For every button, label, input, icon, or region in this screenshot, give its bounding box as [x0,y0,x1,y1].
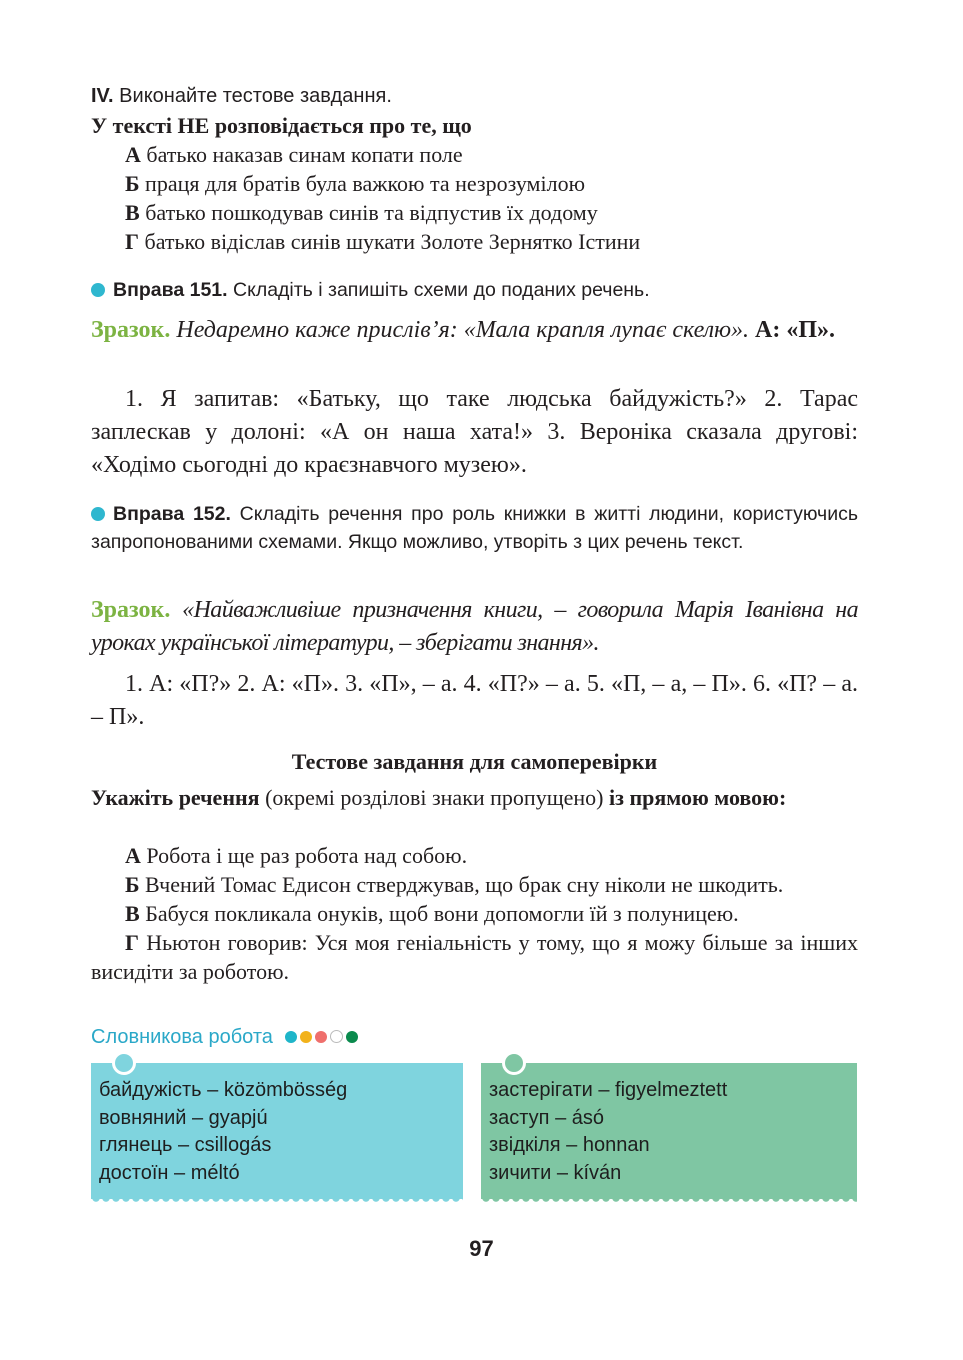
vocab-heading [91,1024,858,1050]
task4-instruction-text: Виконайте тестове завдання. [113,85,392,107]
dot-teal-icon [285,1031,297,1043]
selftest-option-c: В Бабуся покликала онуків, щоб вони допомогли їй з полуницею. [125,901,739,926]
selftest-question [91,783,858,812]
task4-question: У тексті НЕ розповідається про те, що [91,113,472,138]
vocab-item: зичити – kíván [489,1161,622,1184]
dot-green-icon [346,1031,358,1043]
task4-instruction [91,82,858,110]
ring-icon [502,1051,526,1075]
selftest-title: Тестове завдання для самоперевірки [291,749,658,774]
ex151-sample-text: Недаремно каже прислів’я: «Мала крапля лупає скелю». [170,317,750,343]
scallop-edge [91,1198,463,1204]
task4-option-c: В батько пошкодував синів та відпустив їх додому [125,200,598,225]
selftest-option-b: Б Вчений Томас Едисон стверджував, що брак сну ніколи не шкодить. [125,872,784,897]
vocab-item: глянець – csillogás [99,1134,272,1156]
selftest-q-normal: (окремі розділові знаки пропущено) [259,785,610,810]
vocab-card-right [481,1063,857,1199]
ex152-text: Складіть речення про роль книжки в житті людини, користуючись запропонованими схемами. Якщо можливо, утворіть з цих речень текст. [91,503,858,553]
ex151-sample-scheme: А: «П». [749,317,836,343]
selftest-q-bold2: із прямою мовою: [609,785,787,810]
vocab-card-left [91,1063,463,1199]
vocab-item: звідкіля – honnan [489,1134,650,1156]
selftest-options [91,841,858,986]
vocab-item: достоїн – méltó [99,1161,240,1184]
ex152-sample [91,594,858,660]
bullet-dot-icon [91,507,105,521]
dot-yellow-icon [300,1031,312,1043]
scallop-edge [481,1198,857,1204]
ring-icon [112,1051,136,1075]
page-number: 97 [469,1236,494,1261]
selftest-option-a: А Робота і ще раз робота над собою. [125,843,468,868]
ex152-heading [91,500,858,556]
ex152-label: Вправа 152. [113,503,231,525]
sample-label: Зразок. [91,597,171,623]
task4-num: IV. [91,85,114,107]
vocab-title: Словникова робота [91,1026,273,1048]
dot-red-icon [315,1031,327,1043]
bullet-dot-icon [91,283,105,297]
vocab-item: застерігати – figyelmeztett [489,1079,728,1101]
vocab-item: байдужість – közömbösség [99,1079,348,1101]
ex151-label: Вправа 151. [113,279,228,301]
ex152-body: 1. А: «П?» 2. А: «П». 3. «П», – а. 4. «П?» – а. 5. «П, – а, – П». 6. «П? – а. – П». [91,671,858,730]
selftest-option-d: Г Ньютон говорив: Уся моя геніальність у тому, що я можу більше за інших висидіти за роботою. [91,930,858,984]
dot-white-icon [330,1030,343,1043]
ex151-text: Складіть і запишіть схеми до поданих речень. [227,279,650,301]
task4-options [91,140,892,256]
ex151-heading [91,276,858,304]
task4-option-b: Б праця для братів була важкою та незрозумілою [125,171,586,196]
vocab-item: заступ – ásó [489,1106,604,1129]
task4-option-a: А батько наказав синам копати поле [125,142,463,167]
ex151-body: 1. Я запитав: «Батьку, що таке людська байдужість?» 2. Тарас заплескав у долоні: «А он наша хата!» 3. Вероніка сказала другові: «Ходімо сьогодні до краєзнавчого музею». [91,386,858,478]
vocab-item: вовняний – gyapjú [99,1106,268,1129]
task4-option-d: Г батько відіслав синів шукати Золоте Зернятко Істини [125,229,641,254]
sample-label: Зразок. [91,317,171,343]
ex152-sample-text: «Найважливіше призначення книги, – говорила Марія Іванівна на уроках української літератури, – зберігати знання». [91,597,858,656]
selftest-q-bold1: Укажіть речення [91,785,260,810]
ex151-sample [91,314,858,347]
